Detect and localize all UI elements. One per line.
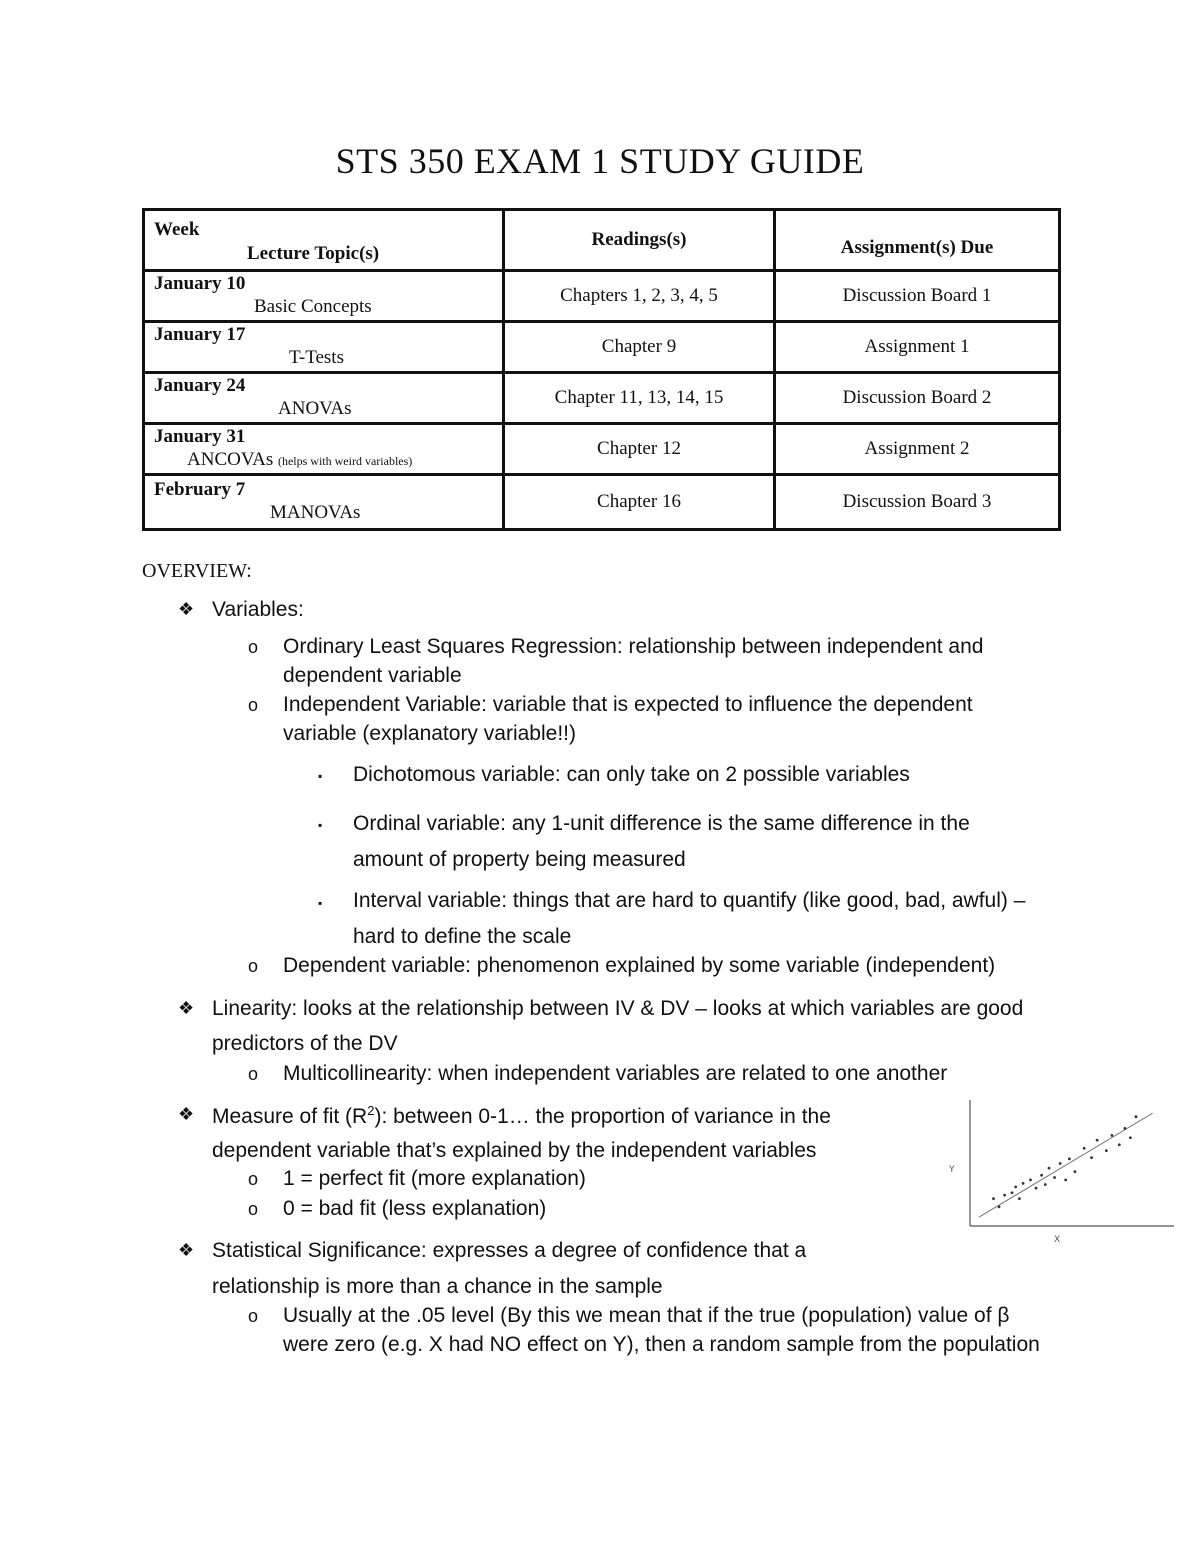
overview-heading: OVERVIEW: [142, 560, 252, 582]
scatter-point [1074, 1170, 1077, 1173]
week-date: February 7 [154, 479, 246, 500]
scatter-point [1090, 1156, 1093, 1159]
sub-sub-bullet-ordinal: Ordinal variable: any 1-unit difference is the same difference in the [353, 812, 970, 835]
scatter-point [1048, 1167, 1051, 1170]
scatter-point [992, 1197, 995, 1200]
scatter-point [1022, 1182, 1025, 1185]
scatter-point [1129, 1136, 1132, 1139]
fit-text-b: ): between 0-1… the proportion of variance in the [374, 1105, 831, 1128]
scatter-point [1003, 1194, 1006, 1197]
scatter-point [1011, 1191, 1014, 1194]
week-date: January 10 [154, 273, 246, 294]
circle-bullet-icon: o [248, 1169, 259, 1189]
header-topic: Lecture Topic(s) [247, 243, 380, 264]
scatter-point [1064, 1178, 1067, 1181]
square-bullet-icon: ▪ [318, 769, 323, 783]
bullet-statistical-significance: Statistical Significance: expresses a degree of confidence that a [212, 1239, 807, 1262]
due-cell: Discussion Board 3 [775, 475, 1060, 530]
scatter-point [1096, 1139, 1099, 1142]
bullet-statistical-significance-cont: relationship is more than a chance in the sample [212, 1275, 663, 1298]
square-bullet-icon: ▪ [318, 818, 323, 832]
scatter-point [1083, 1147, 1086, 1150]
scatter-point [1040, 1174, 1043, 1177]
sub-bullet-bad-fit: 0 = bad fit (less explanation) [283, 1197, 547, 1220]
scatter-point [1123, 1127, 1126, 1130]
week-date: January 24 [154, 375, 246, 396]
scatter-point [1118, 1143, 1121, 1146]
scatter-point [1018, 1197, 1021, 1200]
sub-bullet-dv: Dependent variable: phenomenon explained by some variable (independent) [283, 954, 996, 977]
week-topic: MANOVAs [270, 502, 361, 523]
bullet-linearity-cont: predictors of the DV [212, 1032, 398, 1055]
scatter-point [1044, 1183, 1047, 1186]
header-readings: Readings(s) [504, 210, 775, 271]
scatter-point [998, 1205, 1001, 1208]
scatter-point [1035, 1187, 1038, 1190]
table-row [144, 322, 1060, 373]
week-topic [154, 448, 502, 473]
week-topic-main: ANCOVAs [187, 448, 274, 470]
fit-line [979, 1113, 1153, 1217]
week-topic: Basic Concepts [254, 296, 372, 317]
bullet-variables: Variables: [212, 598, 304, 621]
y-axis-label: Y [949, 1165, 955, 1175]
circle-bullet-icon: o [248, 1306, 259, 1326]
table-header-row [144, 210, 1060, 271]
diamond-bullet-icon: ❖ [178, 1104, 195, 1124]
sub-sub-bullet-interval: Interval variable: things that are hard to quantify (like good, bad, awful) – [353, 889, 1026, 912]
scatter-point [1105, 1149, 1108, 1152]
scatter-point [1029, 1178, 1032, 1181]
week-cell [144, 271, 504, 322]
scatter-point [1068, 1157, 1071, 1160]
circle-bullet-icon: o [248, 956, 259, 976]
readings-cell: Chapter 16 [504, 475, 775, 530]
week-date: January 17 [154, 324, 246, 345]
scatter-point [1111, 1134, 1114, 1137]
sub-bullet-ols: Ordinary Least Squares Regression: relationship between independent and [283, 635, 984, 658]
week-topic-note: (helps with weird variables) [277, 453, 413, 468]
header-week-topic [144, 210, 504, 271]
week-cell [144, 424, 504, 475]
circle-bullet-icon: o [248, 637, 259, 657]
week-cell [144, 475, 504, 530]
header-assignments: Assignment(s) Due [775, 210, 1060, 271]
sub-bullet-significance-level-cont: were zero (e.g. X had NO effect on Y), then a random sample from the population [283, 1333, 1040, 1356]
readings-cell: Chapter 9 [504, 322, 775, 373]
sub-bullet-iv-cont: variable (explanatory variable!!) [283, 722, 576, 745]
diamond-bullet-icon: ❖ [178, 599, 195, 619]
bullet-linearity: Linearity: looks at the relationship between IV & DV – looks at which variables are good [212, 997, 1024, 1020]
scatter-point [1014, 1186, 1017, 1189]
due-cell: Discussion Board 1 [775, 271, 1060, 322]
due-cell: Assignment 1 [775, 322, 1060, 373]
schedule-table [142, 208, 1061, 531]
table-row [144, 424, 1060, 475]
scatter-point [1059, 1162, 1062, 1165]
week-topic: T-Tests [289, 347, 344, 368]
readings-cell: Chapters 1, 2, 3, 4, 5 [504, 271, 775, 322]
scatter-point [1135, 1115, 1138, 1118]
diamond-bullet-icon: ❖ [178, 1240, 195, 1260]
week-cell [144, 322, 504, 373]
table-row [144, 271, 1060, 322]
sub-bullet-multicollinearity: Multicollinearity: when independent variables are related to one another [283, 1062, 948, 1085]
fit-superscript: 2 [367, 1103, 375, 1118]
fit-text-a: Measure of fit (R [212, 1105, 368, 1128]
scatter-plot [945, 1095, 1180, 1250]
circle-bullet-icon: o [248, 1199, 259, 1219]
sub-bullet-iv: Independent Variable: variable that is expected to influence the dependent [283, 693, 973, 716]
page-title: STS 350 EXAM 1 STUDY GUIDE [335, 141, 865, 181]
readings-cell: Chapter 12 [504, 424, 775, 475]
scatter-point [1053, 1176, 1056, 1179]
table-row [144, 373, 1060, 424]
sub-bullet-perfect-fit: 1 = perfect fit (more explanation) [283, 1167, 586, 1190]
due-cell: Discussion Board 2 [775, 373, 1060, 424]
week-date: January 31 [154, 425, 246, 447]
sub-bullet-significance-level: Usually at the .05 level (By this we mean that if the true (population) value of β [283, 1304, 1010, 1327]
bullet-measure-of-fit [212, 1103, 831, 1129]
due-cell: Assignment 2 [775, 424, 1060, 475]
sub-sub-bullet-dichotomous: Dichotomous variable: can only take on 2 possible variables [353, 763, 910, 786]
table-row [144, 475, 1060, 530]
week-topic: ANOVAs [278, 398, 352, 419]
header-week: Week [154, 219, 200, 240]
week-cell [144, 373, 504, 424]
x-axis-label: X [1054, 1235, 1061, 1245]
readings-cell: Chapter 11, 13, 14, 15 [504, 373, 775, 424]
square-bullet-icon: ▪ [318, 896, 323, 910]
circle-bullet-icon: o [248, 695, 259, 715]
sub-sub-bullet-ordinal-cont: amount of property being measured [353, 848, 686, 871]
sub-bullet-ols-cont: dependent variable [283, 664, 462, 687]
diamond-bullet-icon: ❖ [178, 998, 195, 1018]
circle-bullet-icon: o [248, 1064, 259, 1084]
sub-sub-bullet-interval-cont: hard to define the scale [353, 925, 572, 948]
bullet-measure-of-fit-cont: dependent variable that’s explained by the independent variables [212, 1139, 817, 1162]
